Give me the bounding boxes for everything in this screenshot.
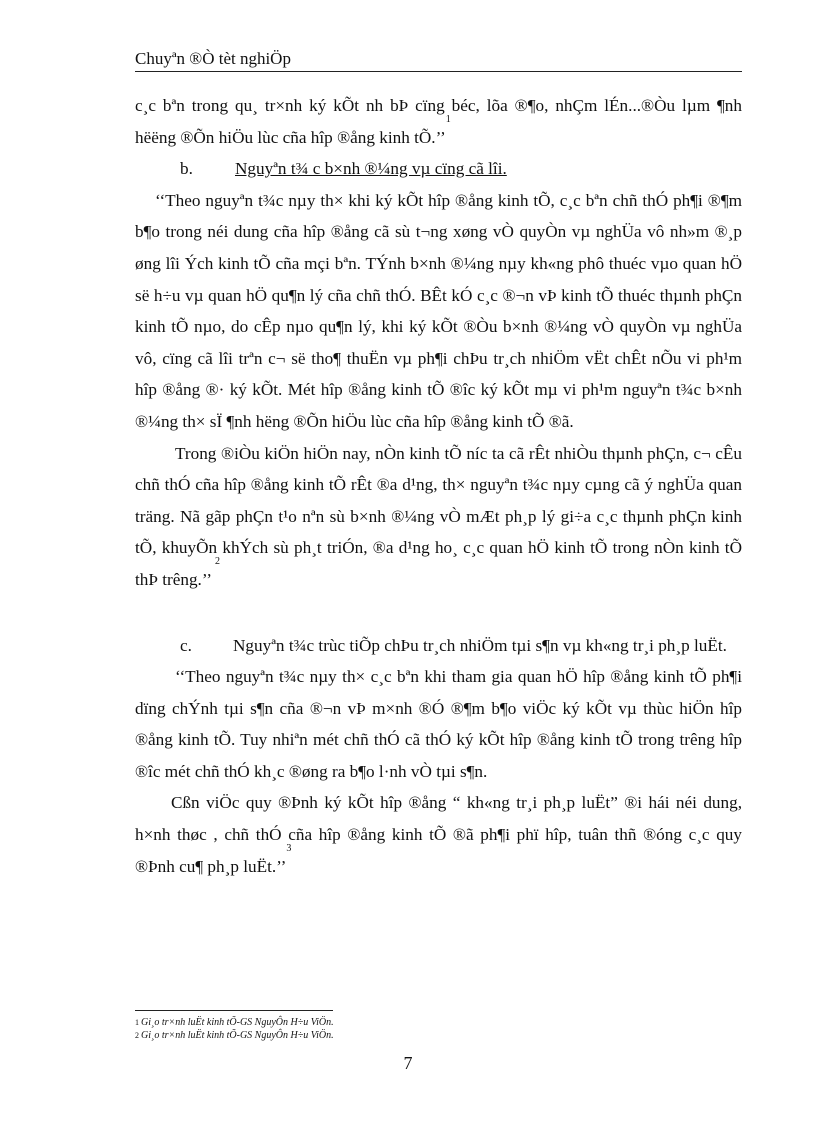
footnote-ref-2: 2	[215, 555, 221, 567]
footnotes	[135, 1016, 635, 1042]
footnote-1	[135, 1016, 635, 1029]
section-b-title: Nguyªn t¾ c b×nh ®¼ng vµ cïng cã lîi.	[235, 159, 507, 179]
footnote-ref-1: 1	[445, 113, 451, 125]
paragraph-2: ‘‘Theo nguyªn t¾c nµy th× khi ký kÕt hîp ®ång kinh tÕ, c¸c bªn chñ thÓ ph¶i ®¶m b¶o trong néi dung cña hîp ®ång cã sù t¬ng xøng vÒ quyÒn vµ nghÜa vô nh»m ®¸p øng lîi Ých kinh tÕ cña mçi bªn. TÝnh b×nh ®¼ng nµy kh«ng phô thuéc vµo quan hÖ së h÷u vµ quan hÖ qu¶n lý cña chñ thÓ. BÊt kÓ c¸c ®¬n vÞ kinh tÕ thuéc thµnh phÇn kinh tÕ nµo, do cÊp nµo qu¶n lý, khi ký kÕt ®Òu b×nh ®¼ng vÒ quyÒn vµ nghÜa vô, cïng cã lîi trªn c¬ së tho¶ thuËn vµ ph¶i chÞu tr¸ch nhiÖm vËt chÊt nÕu vi ph¹m hîp ®ång ®· ký kÕt. Mét hîp ®ång kinh tÕ ®îc ký kÕt mµ vi ph¹m nguyªn t¾c b×nh ®¼ng th× sÏ ¶nh hëng ®Õn hiÖu lùc cña hîp ®ång kinh tÕ ®ã.	[135, 190, 742, 431]
paragraph-5-text: Cßn viÖc quy ®Þnh ký kÕt hîp ®ång “ kh«ng tr¸i ph¸p luËt” ®i hái néi dung, h×nh thøc , chñ thÓ cña hîp ®ång kinh tÕ ®ã ph¶i phï hîp, tuân thñ ®óng c¸c quy ®Þnh cu¶ ph¸p luËt.’’	[135, 793, 742, 876]
section-b-heading	[135, 153, 742, 185]
footnote-ref-3: 3	[286, 842, 292, 854]
body-text	[135, 90, 742, 882]
section-c-label: c.	[180, 635, 192, 655]
spacer	[135, 596, 742, 630]
footnote-2	[135, 1029, 635, 1042]
section-b-label: b.	[180, 159, 193, 179]
paragraph-1	[135, 90, 742, 153]
paragraph-5	[135, 787, 742, 882]
section-c-title: Nguyªn t¾c trùc tiÕp chÞu tr¸ch nhiÖm tµi s¶n vµ kh«ng tr¸i ph¸p luËt.	[233, 635, 727, 655]
footnote-1-text: Gi¸o tr×nh luËt kinh tÕ-GS NguyÔn H÷u ViÖn.	[141, 1017, 334, 1028]
footnote-2-text: Gi¸o tr×nh luËt kinh tÕ-GS NguyÔn H÷u ViÖn.	[141, 1030, 334, 1041]
paragraph-4: ‘‘Theo nguyªn t¾c nµy th× c¸c bªn khi tham gia quan hÖ hîp ®ång kinh tÕ ph¶i dïng chÝnh tµi s¶n cña ®¬n vÞ m×nh ®Ó ®¶m b¶o viÖc ký kÕt vµ thùc hiÖn hîp ®ång kinh tÕ. Tuy nhiªn mét chñ thÓ cã thÓ ký kÕt hîp ®ång kinh tÕ trong trêng hîp ®îc mét chñ thÓ kh¸c ®øng ra b¶o l·nh vÒ tµi s¶n.	[135, 667, 742, 781]
footnote-2-number: 2	[135, 1031, 139, 1040]
running-header: Chuyªn ®Ò tèt nghiÖp	[135, 49, 742, 72]
footnote-1-number: 1	[135, 1018, 139, 1027]
paragraph-1-text: c¸c bªn trong qu¸ tr×nh ký kÕt nh bÞ cïng béc, lõa ®¶o, nhÇm lÉn...®Òu lµm ¶nh hëëng ®Õn hiÖu lùc cña hîp ®ång kinh tÕ.’’	[135, 96, 742, 147]
paragraph-3	[135, 438, 742, 596]
footnote-separator	[135, 1010, 333, 1011]
section-c-heading	[135, 630, 742, 662]
paragraph-3-text: Trong ®iÒu kiÖn hiÖn nay, nÒn kinh tÕ níc ta cã rÊt nhiÒu thµnh phÇn, c¬ cÊu chñ thÓ cña hîp ®ång kinh tÕ rÊt ®a d¹ng, th× nguyªn t¾c nµy cµng cã ý nghÜa quan träng. Nã gãp phÇn t¹o nªn sù b×nh ®¼ng vÒ mÆt ph¸p lý gi÷a c¸c thµnh phÇn kinh tÕ, khuyÕn khÝch sù ph¸t triÓn, ®a d¹ng ho¸ c¸c quan hÖ kinh tÕ trong nÒn kinh tÕ thÞ trêng.’’	[135, 443, 742, 589]
page-number: 7	[403, 1053, 413, 1073]
